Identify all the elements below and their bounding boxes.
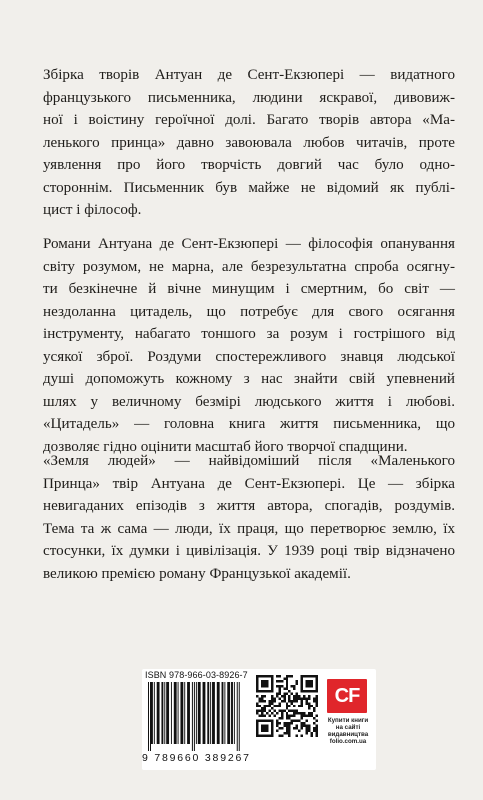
text-line: «Земля людей» — найвідоміший після «Маленького [43,453,455,469]
text-line: світу розумом, не марна, але безрезультатна спроба осягну- [43,258,455,275]
text-line: інструменту, набагато тоншого за розум і гострішого від [43,326,455,342]
text-line: уявлення про його творчість довгий час було одно- [43,157,455,173]
qr-code-icon[interactable] [256,675,318,737]
text-line: стороннім. Письменник був майже не відомий як публі- [43,179,455,196]
text-line: Романи Антуана де Сент-Екзюпері — філософія опанування [43,236,455,252]
description-paragraph-2 [43,233,455,458]
publisher-logo-mark: CF [334,684,360,707]
text-line: стосунки, їх думки і цивілізація. У 1939 році твір відзначено [43,543,455,559]
isbn-label: ISBN 978-966-03-8926-7 [145,670,248,680]
publisher-caption-line: на сайті [335,724,361,731]
publisher-caption-line: видавництва [327,731,369,738]
text-line: Принца» твір Антуана де Сент-Екзюпері. Це — збірка [43,475,455,492]
text-line: шлях у величному безмірі людського життя і любові. [43,393,455,410]
description-paragraph-1 [43,64,455,222]
text-line: нездоланна цитадель, що потребує для свого осягання [43,303,455,320]
barcode-icon [144,682,248,751]
barcode-panel [142,669,376,770]
text-line: дозволяє гідно оцінити масштаб його творчої спадщини. [43,438,408,455]
publisher-caption-line: Купити книги [327,717,369,724]
text-line: ленького принца» давно завоювала любов читачів, проте [43,134,455,151]
text-line: «Цитадель» — головна книга життя письменника, що [43,416,455,432]
text-line: ти безкінечне й вічне минущим і смертним, бо світ — [43,281,455,297]
text-line: невигаданих епізодів з життя автора, спогадів, роздумів. [43,498,455,514]
text-line: цист і філософ. [43,202,142,218]
text-line: ної і воістину героїчної долі. Багато творів автора «Ма- [43,112,455,128]
text-line: душі допоможуть кожному з нас знайти свій упевнений [43,371,455,387]
text-line: Тема та ж сама — люди, їх праця, що перетворює землю, їх [43,520,455,537]
text-line: усякої зброї. Роздуми спостережливого знавця людської [43,348,455,365]
barcode-digits: 9 789660 389267 [142,752,251,764]
text-line: Збірка творів Антуан де Сент-Екзюпері — видатного [43,67,455,83]
text-line: великою премією роману Французької академії. [43,565,351,582]
publisher-caption [322,717,374,745]
description-paragraph-3 [43,450,455,585]
publisher-caption-line: folio.com.ua [329,738,367,745]
publisher-logo [327,679,367,713]
text-line: французького письменника, людини яскравої, дивовиж- [43,89,455,106]
